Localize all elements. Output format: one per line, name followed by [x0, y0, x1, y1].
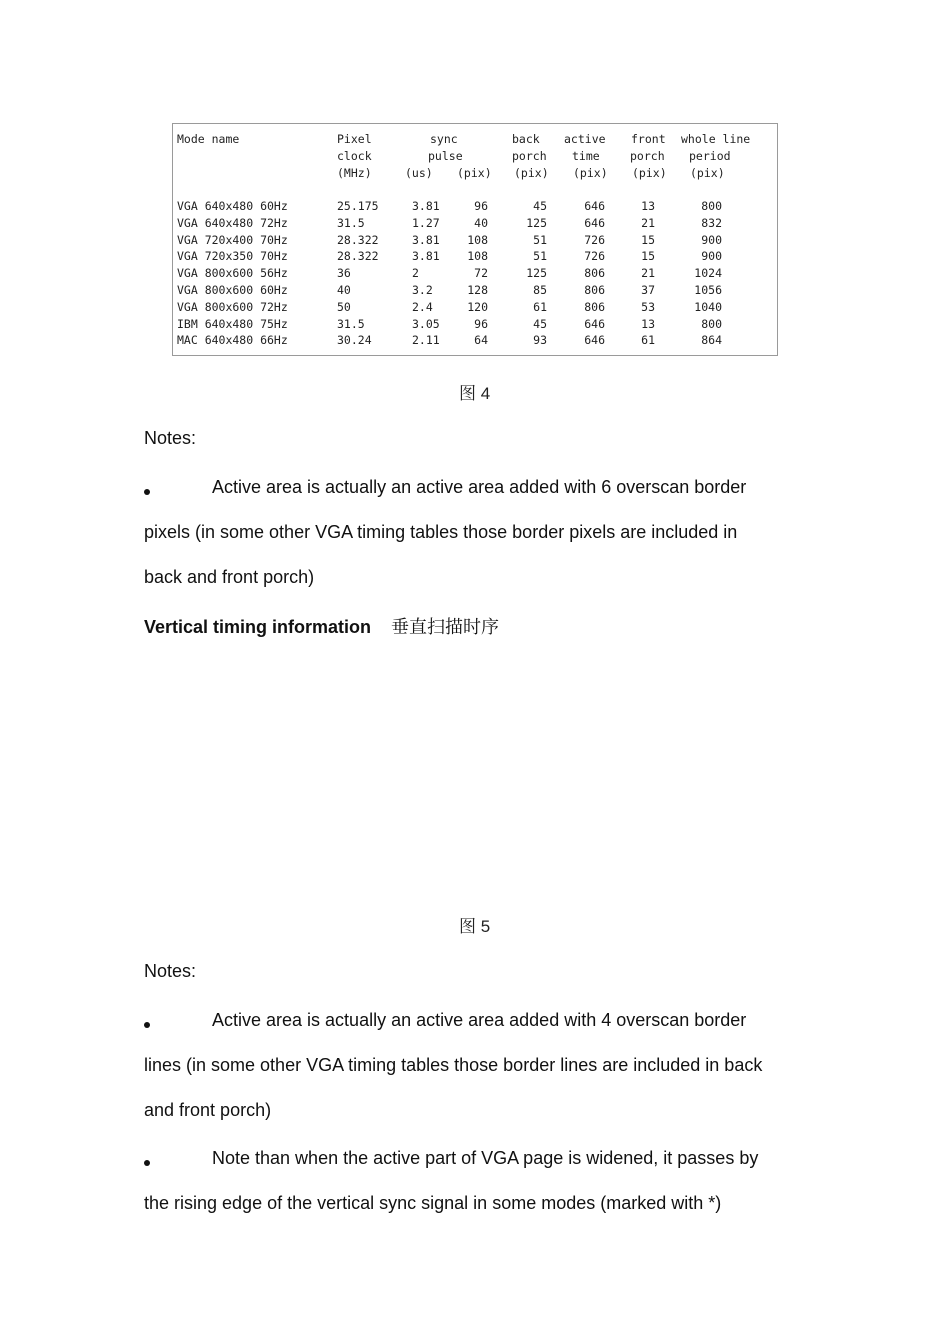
cell-active-time: 726 — [584, 233, 605, 247]
cell-pixel-clock: 36 — [337, 266, 351, 280]
cell-whole-line: 1024 — [694, 266, 722, 280]
cell-mode-name: VGA 720x400 70Hz — [177, 233, 288, 247]
cell-sync-pix: 40 — [474, 216, 488, 230]
cell-whole-line: 900 — [701, 233, 722, 247]
cell-active-time: 646 — [584, 216, 605, 230]
cell-front-porch: 13 — [641, 317, 655, 331]
cell-sync-us: 2.11 — [412, 333, 440, 347]
header-mhz: (MHz) — [337, 166, 372, 180]
cell-pixel-clock: 50 — [337, 300, 351, 314]
bullet-icon — [144, 1160, 150, 1166]
cell-sync-us: 2 — [412, 266, 419, 280]
cell-mode-name: VGA 640x480 72Hz — [177, 216, 288, 230]
cell-active-time: 806 — [584, 283, 605, 297]
cell-active-time: 646 — [584, 317, 605, 331]
header-front-porch: porch — [630, 149, 665, 163]
section-heading-cn: 垂直扫描时序 — [391, 617, 500, 638]
section-heading — [144, 613, 499, 639]
cell-sync-us: 3.81 — [412, 199, 440, 213]
cell-pixel-clock: 31.5 — [337, 317, 365, 331]
cell-whole-line: 1040 — [694, 300, 722, 314]
cell-whole-line: 1056 — [694, 283, 722, 297]
cell-mode-name: VGA 800x600 60Hz — [177, 283, 288, 297]
header-sync: sync — [430, 132, 458, 146]
note-text-line: Active area is actually an active area added with 6 overscan border — [212, 477, 747, 497]
cell-active-time: 726 — [584, 249, 605, 263]
header-back: back — [512, 132, 540, 146]
bullet-icon — [144, 489, 150, 495]
bullet-icon — [144, 1022, 150, 1028]
header-back-porch: porch — [512, 149, 547, 163]
notes-label: Notes: — [144, 961, 197, 981]
header-pixel: Pixel — [337, 132, 372, 146]
cell-sync-pix: 120 — [467, 300, 488, 314]
cell-mode-name: VGA 720x350 70Hz — [177, 249, 288, 263]
cell-pixel-clock: 25.175 — [337, 199, 379, 213]
cell-whole-line: 832 — [701, 216, 722, 230]
note-text-line: and front porch) — [144, 1100, 272, 1120]
cell-back-porch: 125 — [526, 216, 547, 230]
cell-pixel-clock: 30.24 — [337, 333, 372, 347]
header-pulse: pulse — [428, 149, 463, 163]
notes-label: Notes: — [144, 428, 197, 448]
note-text-line: the rising edge of the vertical sync signal in some modes (marked with *) — [144, 1193, 722, 1213]
cell-active-time: 806 — [584, 300, 605, 314]
section-heading-en: Vertical timing information — [144, 617, 372, 637]
header-front: front — [631, 132, 666, 146]
cell-mode-name: VGA 800x600 56Hz — [177, 266, 288, 280]
cell-pixel-clock: 31.5 — [337, 216, 365, 230]
cell-back-porch: 51 — [533, 233, 547, 247]
cell-front-porch: 15 — [641, 233, 655, 247]
cell-front-porch: 13 — [641, 199, 655, 213]
cell-mode-name: IBM 640x480 75Hz — [177, 317, 288, 331]
cell-back-porch: 45 — [533, 317, 547, 331]
header-active-pix: (pix) — [573, 166, 608, 180]
cell-front-porch: 15 — [641, 249, 655, 263]
cell-whole-line: 800 — [701, 317, 722, 331]
cell-pixel-clock: 28.322 — [337, 233, 379, 247]
cell-front-porch: 21 — [641, 216, 655, 230]
header-clock: clock — [337, 149, 372, 163]
header-back-pix: (pix) — [514, 166, 549, 180]
header-whole-line: whole line — [681, 132, 751, 146]
cell-front-porch: 37 — [641, 283, 655, 297]
cell-mode-name: MAC 640x480 66Hz — [177, 333, 288, 347]
cell-mode-name: VGA 640x480 60Hz — [177, 199, 288, 213]
header-front-pix: (pix) — [632, 166, 667, 180]
cell-whole-line: 800 — [701, 199, 722, 213]
cell-active-time: 646 — [584, 199, 605, 213]
note-text-line: back and front porch) — [144, 567, 315, 587]
header-whole-pix: (pix) — [690, 166, 725, 180]
cell-back-porch: 85 — [533, 283, 547, 297]
cell-front-porch: 53 — [641, 300, 655, 314]
figure-4-caption: 图 4 — [459, 384, 491, 403]
cell-sync-us: 3.81 — [412, 233, 440, 247]
cell-sync-us: 3.2 — [412, 283, 433, 297]
cell-active-time: 646 — [584, 333, 605, 347]
cell-sync-us: 2.4 — [412, 300, 433, 314]
cell-active-time: 806 — [584, 266, 605, 280]
cell-whole-line: 900 — [701, 249, 722, 263]
header-sync-us: (us) — [405, 166, 433, 180]
cell-sync-us: 3.81 — [412, 249, 440, 263]
cell-front-porch: 61 — [641, 333, 655, 347]
cell-pixel-clock: 28.322 — [337, 249, 379, 263]
cell-mode-name: VGA 800x600 72Hz — [177, 300, 288, 314]
note-text-line: pixels (in some other VGA timing tables those border pixels are included in — [144, 522, 738, 542]
cell-sync-pix: 96 — [474, 199, 488, 213]
note-text-line: Note than when the active part of VGA page is widened, it passes by — [212, 1148, 759, 1168]
header-active: active — [564, 132, 606, 146]
cell-sync-pix: 96 — [474, 317, 488, 331]
cell-sync-pix: 64 — [474, 333, 488, 347]
cell-pixel-clock: 40 — [337, 283, 351, 297]
note-text-line: Active area is actually an active area added with 4 overscan border — [212, 1010, 747, 1030]
cell-sync-pix: 108 — [467, 249, 488, 263]
cell-sync-us: 1.27 — [412, 216, 440, 230]
note-text-line: lines (in some other VGA timing tables those border lines are included in back — [144, 1055, 763, 1075]
header-active-time: time — [572, 149, 600, 163]
cell-back-porch: 45 — [533, 199, 547, 213]
header-mode-name: Mode name — [177, 132, 240, 146]
cell-back-porch: 51 — [533, 249, 547, 263]
cell-sync-us: 3.05 — [412, 317, 440, 331]
cell-back-porch: 93 — [533, 333, 547, 347]
figure-5-caption: 图 5 — [459, 917, 491, 936]
cell-whole-line: 864 — [701, 333, 722, 347]
cell-sync-pix: 128 — [467, 283, 488, 297]
cell-sync-pix: 72 — [474, 266, 488, 280]
cell-back-porch: 61 — [533, 300, 547, 314]
cell-front-porch: 21 — [641, 266, 655, 280]
header-period: period — [689, 149, 731, 163]
cell-back-porch: 125 — [526, 266, 547, 280]
header-sync-pix: (pix) — [457, 166, 492, 180]
cell-sync-pix: 108 — [467, 233, 488, 247]
